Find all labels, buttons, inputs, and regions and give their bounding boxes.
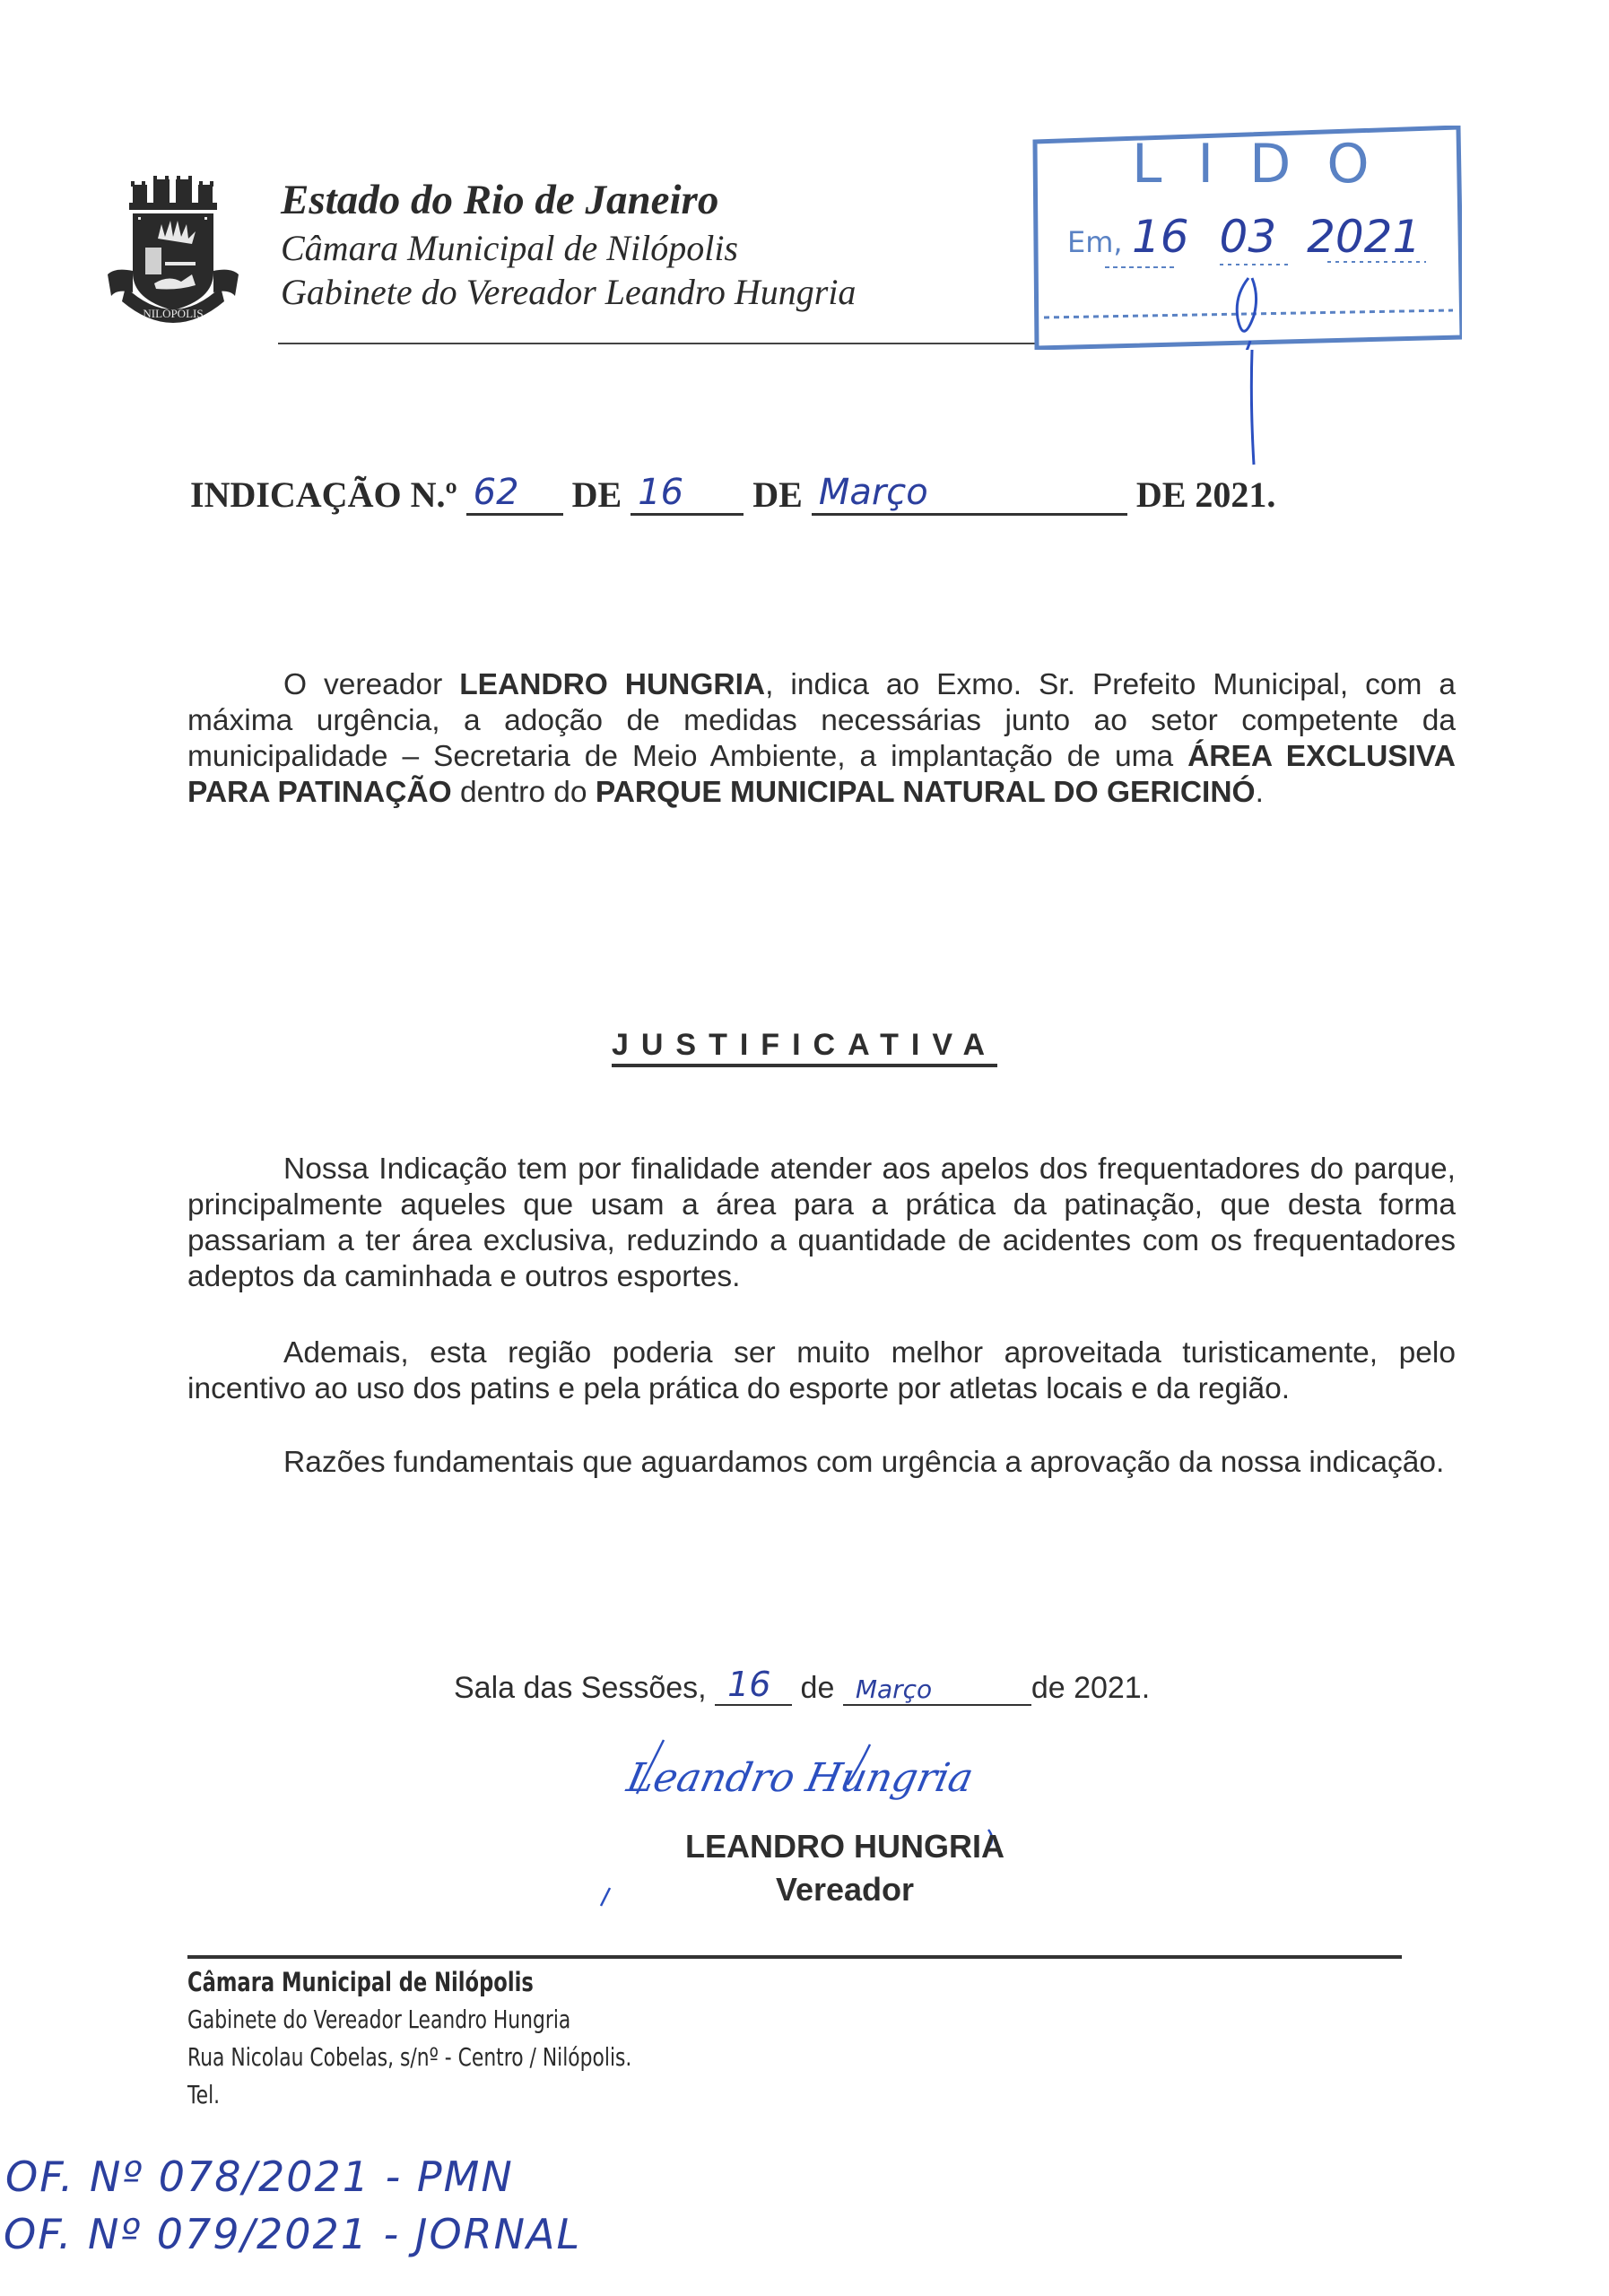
signer-role: Vereador (775, 1871, 915, 1908)
indicacao-de2: DE (752, 474, 803, 515)
sala-prefix: Sala das Sessões, (454, 1671, 707, 1705)
stamp-em-label: Em, (1067, 225, 1123, 259)
sala-suffix: de 2021. (1031, 1671, 1151, 1705)
footer-divider (187, 1955, 1402, 1959)
paragraph-justification-3 (187, 1445, 1456, 1481)
p3-text: Ademais, esta região poderia ser muito melhor aproveitada turisticamente, pelo incentivo ao uso dos patins e pela prática do esporte por atletas locais e da região. (187, 1336, 1456, 1405)
justificativa-heading: JUSTIFICATIVA (612, 1028, 997, 1067)
indicacao-month: Março (818, 472, 928, 513)
stamp-date-day: 16 (1132, 211, 1189, 263)
stamp-pen-stroke (1245, 350, 1263, 466)
indicacao-day-field (631, 474, 744, 516)
logo-ribbon-text: NILOPOLIS (143, 307, 204, 320)
indicacao-de1: DE (571, 474, 622, 515)
indicacao-number: 62 (473, 472, 519, 513)
p2-text: Nossa Indicação tem por finalidade atender aos apelos dos frequentadores do parque, principalmente aqueles que usam a área para a prática da patinação, que desta forma passariam a ter área exclusiva, reduzindo a quantidade de acidentes com os frequentadores adeptos da caminhada e outros esportes. (187, 1152, 1456, 1293)
handwritten-note-1: OF. Nº 078/2021 - PMN (5, 2152, 514, 2201)
stamp-date-year: 2021 (1307, 211, 1422, 263)
signature-text: Leandro Hungria (622, 1755, 978, 1801)
indicacao-day: 16 (638, 472, 684, 513)
indicacao-heading (190, 474, 1275, 516)
sala-day: 16 (727, 1665, 771, 1704)
stamp-date-month: 03 (1219, 211, 1277, 263)
indicacao-number-field (466, 474, 563, 516)
p1-text-4: . (1255, 776, 1264, 809)
session-date-line (454, 1665, 1151, 1706)
sala-month-field (843, 1670, 1031, 1706)
p1-bold-councilor: LEANDRO HUNGRIA (459, 668, 766, 701)
sala-month: Março (855, 1674, 933, 1704)
indicacao-suffix: DE 2021. (1135, 474, 1276, 515)
signer-name: LEANDRO HUNGRIA (685, 1828, 1005, 1865)
footer-address: Rua Nicolau Cobelas, s/nº - Centro / Nilópolis. (187, 2042, 632, 2072)
header-divider (278, 343, 1036, 344)
initial-mark (1237, 278, 1256, 331)
footer-office: Gabinete do Vereador Leandro Hungria (187, 2005, 571, 2034)
header-state: Estado do Rio de Janeiro (281, 177, 719, 223)
p1-bold-park: PARQUE MUNICIPAL NATURAL DO GERICINÓ (595, 776, 1256, 809)
indicacao-month-field (812, 474, 1127, 516)
paragraph-justification-2 (187, 1335, 1456, 1407)
handwritten-note-2: OF. Nº 079/2021 - JORNAL (4, 2210, 582, 2258)
p1-text-1: O vereador (283, 668, 460, 701)
sala-de: de (800, 1671, 835, 1705)
paragraph-indication (187, 667, 1456, 811)
footer-chamber: Câmara Municipal de Nilópolis (187, 1967, 534, 1997)
p4-text: Razões fundamentais que aguardamos com urgência a aprovação da nossa indicação. (283, 1446, 1445, 1479)
p1-text-3: dentro do (451, 776, 596, 809)
paragraph-justification-1 (187, 1152, 1456, 1295)
stamp-lido-label: LIDO (1132, 133, 1405, 196)
justificativa-heading-wrap (0, 1028, 1609, 1063)
footer-phone: Tel. (187, 2080, 221, 2109)
sala-day-field (715, 1665, 792, 1706)
header-chamber: Câmara Municipal de Nilópolis (281, 228, 738, 268)
coat-of-arms-logo (106, 174, 240, 334)
p1-text-2: , indica ao Exmo. Sr. Prefeito Municipal, com a máxima urgência, a adoção de medidas necessárias junto ao setor competente da municipalidade – Secretaria de Meio Ambiente, a implantação de uma (187, 668, 1457, 773)
stamp-date (1132, 212, 1421, 262)
indicacao-prefix: INDICAÇÃO N.º (190, 474, 457, 515)
p1-bold-area: ÁREA EXCLUSIVA PARA PATINAÇÃO (187, 740, 1456, 809)
header-office: Gabinete do Vereador Leandro Hungria (281, 272, 857, 312)
